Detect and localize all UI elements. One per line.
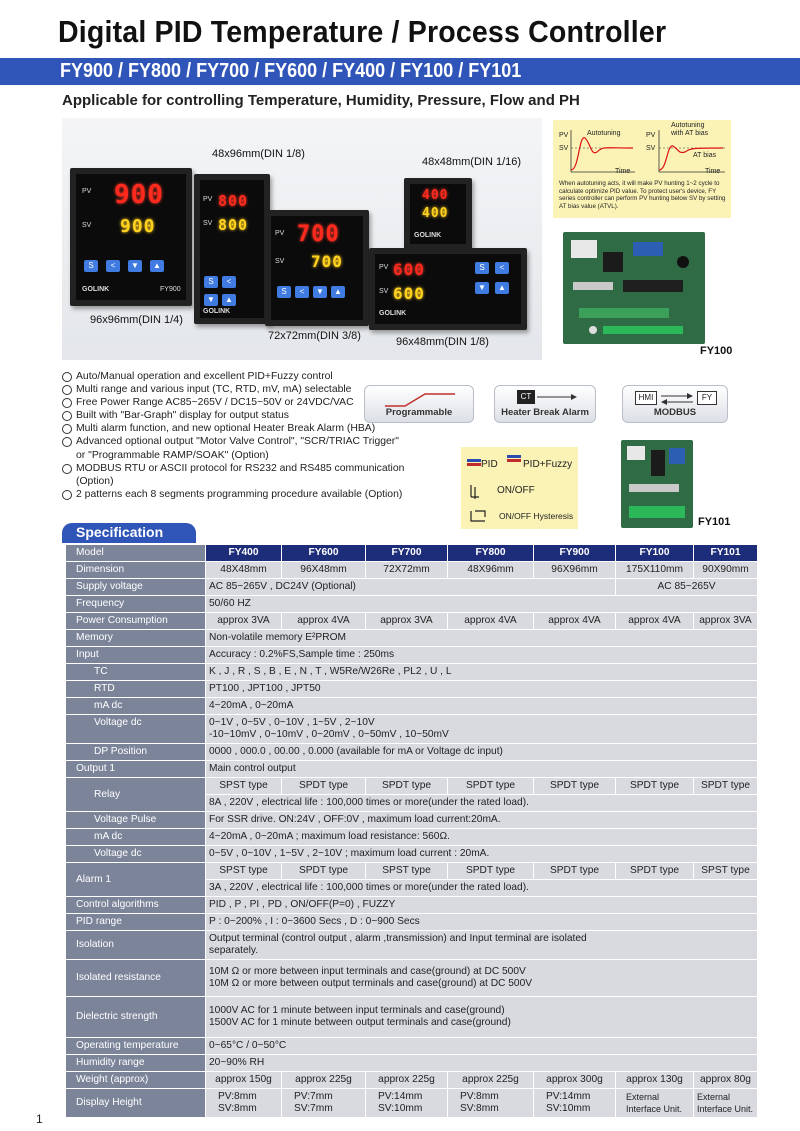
table-cell: SPDT type [694,778,758,795]
table-cell: 175X110mm [616,562,694,579]
table-cell: PID , P , PI , PD , ON/OFF(P=0) , FUZZY [206,897,758,914]
fy101-label: FY101 [698,516,731,528]
feature-item: Multi alarm function, and new optional Heater Break Alarm (HBA) [62,422,442,435]
row-label: TC [66,664,206,681]
table-row [66,1038,758,1055]
up-button[interactable]: ▲ [222,294,236,306]
table-row [66,997,758,1038]
cell-line: SV:7mm [294,1103,333,1114]
model-header: FY900 [534,545,616,562]
cell-line: 10M Ω or more between output terminals and case(ground) at DC 500V [209,978,533,989]
controller-fy800 [194,174,270,324]
fy900-pv-display: 900 [114,180,164,210]
shift-button[interactable]: < [106,260,120,272]
pv-label: PV [379,264,389,271]
row-label: Model [66,545,206,562]
row-label: Relay [66,778,206,812]
sv-label: SV [82,222,92,229]
table-cell [206,960,758,997]
programmable-label: Programmable [385,407,453,418]
cell-line: PV:14mm [378,1091,423,1102]
table-cell: 0~65°C / 0~50°C [206,1038,758,1055]
row-label: Alarm 1 [66,863,206,897]
table-cell: approx 4VA [616,613,694,630]
table-cell: approx 3VA [366,613,448,630]
caption-72x72: 72x72mm(DIN 3/8) [268,330,361,342]
table-row [66,664,758,681]
time-axis-label: Time [705,168,721,175]
fy400-pv-display: 400 [422,188,449,203]
table-cell: approx 3VA [694,613,758,630]
row-label: Memory [66,630,206,647]
table-row [66,914,758,931]
table-cell: SPDT type [282,778,366,795]
cell-line: 10M Ω or more between input terminals and case(ground) at DC 500V [209,966,526,977]
row-label: Humidity range [66,1055,206,1072]
model-header: FY600 [282,545,366,562]
cell-line: 1000V AC for 1 minute between input terminals and case(ground) [209,1005,505,1016]
feature-item: Auto/Manual operation and excellent PID+Fuzzy control [62,370,442,383]
row-label: Display Height [66,1089,206,1118]
table-cell: Non-volatile memory E²PROM [206,630,758,647]
controller-fy400 [404,178,472,250]
table-row [66,545,758,562]
programmable-icon [364,385,474,423]
table-row [66,613,758,630]
model-tag: FY900 [160,286,181,293]
spec-table [65,544,758,1118]
table-row [66,647,758,664]
table-row [66,715,758,744]
table-row [66,931,758,960]
feature-item-continued: or "Programmable RAMP/SOAK" (Option) [76,449,269,461]
brand-logo: GOLINK [379,310,407,317]
table-cell: approx 4VA [448,613,534,630]
table-cell [366,1089,448,1118]
fy700-sv-display: 700 [311,252,343,271]
cell-line: SV:8mm [460,1103,499,1114]
model-banner [0,58,800,85]
down-button[interactable]: ▼ [313,286,327,298]
feature-item: Built with "Bar-Graph" display for output status [62,409,442,422]
table-cell: 72X72mm [366,562,448,579]
controller-fy700 [265,210,369,326]
pid-fuzzy-label: PID+Fuzzy [523,459,573,470]
table-cell: SPDT type [282,863,366,880]
pv-axis-label: PV [646,132,656,139]
pid-label: PID [481,459,498,470]
table-cell: SPDT type [366,778,448,795]
pcb-graphic [563,232,705,344]
table-cell: SPST type [694,863,758,880]
model-list: FY900 / FY800 / FY700 / FY600 / FY400 / FY100 / FY101 [60,60,522,82]
table-cell: 48X96mm [448,562,534,579]
table-cell: approx 130g [616,1072,694,1089]
table-cell: SPDT type [448,778,534,795]
table-cell: approx 300g [534,1072,616,1089]
table-row [66,562,758,579]
pcb-graphic [621,440,693,528]
down-button[interactable]: ▼ [204,294,218,306]
table-cell: P : 0~200% , I : 0~3600 Secs , D : 0~900 Secs [206,914,758,931]
cell-line: External [626,1092,660,1102]
set-button[interactable]: S [84,260,98,272]
fy100-board-image [563,232,705,344]
page-number: 1 [36,1112,43,1126]
cell-line: PV:8mm [460,1091,499,1102]
shift-button[interactable]: < [295,286,309,298]
table-cell: Accuracy : 0.2%FS,Sample time : 250ms [206,647,758,664]
row-label: mA dc [66,698,206,715]
brand-logo: GOLINK [82,286,110,293]
table-cell [206,997,758,1038]
row-label: Isolation [66,931,206,960]
model-header: FY100 [616,545,694,562]
row-label: Voltage dc [66,715,206,744]
autotuning-note: When autotuning acts, it will make PV hunting 1~2 cycle to calculate optimize PID value. To protect user's device, FY series controller can perform PV hunting below SV by setting AT bias value (ATVL). [559,180,726,210]
table-cell [534,1089,616,1118]
table-cell: 4~20mA , 0~20mA ; maximum load resistance: 560Ω. [206,829,758,846]
fy800-sv-display: 800 [218,216,249,234]
table-cell: approx 225g [282,1072,366,1089]
row-label: Operating temperature [66,1038,206,1055]
table-cell: approx 225g [366,1072,448,1089]
pv-axis-label: PV [559,132,569,139]
row-label: Supply voltage [66,579,206,596]
table-row [66,630,758,647]
fy400-sv-display: 400 [422,206,449,221]
page-title: Digital PID Temperature / Process Controller [58,14,667,49]
table-row [66,681,758,698]
cell-line: SV:10mm [546,1103,591,1114]
table-cell: 50/60 HZ [206,596,758,613]
cell-line: 0~1V , 0~5V , 0~10V , 1~5V , 2~10V [209,717,375,728]
row-label: Frequency [66,596,206,613]
table-row [66,829,758,846]
table-cell: 0~5V , 0~10V , 1~5V , 2~10V ; maximum load current : 20mA. [206,846,758,863]
table-row [66,579,758,596]
row-label: RTD [66,681,206,698]
product-photo [62,118,542,360]
table-cell: 20~90% RH [206,1055,758,1072]
row-label: Input [66,647,206,664]
table-row [66,778,758,795]
fy101-board-image [621,440,693,528]
table-row [66,846,758,863]
table-row [66,761,758,778]
table-cell: 0000 , 000.0 , 00.00 , 0.000 (available for mA or Voltage dc input) [206,744,758,761]
brand-logo: GOLINK [203,308,231,315]
model-header: FY101 [694,545,758,562]
table-row [66,897,758,914]
ct-icon: CT [517,390,535,404]
set-button[interactable]: S [204,276,218,288]
table-cell [206,1089,282,1118]
table-cell: SPST type [206,863,282,880]
pv-label: PV [203,196,213,203]
table-row [66,960,758,997]
heater-break-alarm-label: Heater Break Alarm [501,407,589,418]
cell-line: PV:7mm [294,1091,333,1102]
table-cell: 90X90mm [694,562,758,579]
cell-line: External [697,1092,731,1102]
set-button[interactable]: S [277,286,291,298]
cell-line: SV:10mm [378,1103,423,1114]
table-cell: approx 225g [448,1072,534,1089]
sv-label: SV [379,288,389,295]
set-button[interactable]: S [475,262,489,274]
controller-fy900 [70,168,192,306]
caption-48x96: 48x96mm(DIN 1/8) [212,148,305,160]
table-cell: For SSR drive. ON:24V , OFF:0V , maximum load current:20mA. [206,812,758,829]
row-label: Dielectric strength [66,997,206,1038]
table-cell: Main control output [206,761,758,778]
table-cell [282,1089,366,1118]
at-bias-label: AT bias [693,152,717,159]
fy800-pv-display: 800 [218,192,249,210]
onoff-label: ON/OFF [497,485,535,496]
table-cell: SPST type [366,863,448,880]
feature-item: MODBUS RTU or ASCII protocol for RS232 and RS485 communication (Option) [62,462,442,488]
table-cell [694,1089,758,1118]
cell-line: Interface Unit. [626,1104,683,1114]
table-cell [206,715,758,744]
cell-line: 1500V AC for 1 minute between output terminals and case(ground) [209,1017,511,1028]
fy-icon: FY [697,391,717,405]
table-cell: approx 150g [206,1072,282,1089]
feature-item: Advanced optional output "Motor Valve Control", "SCR/TRIAC Trigger" [62,435,442,448]
up-button[interactable]: ▲ [331,286,345,298]
fy600-pv-display: 600 [393,260,425,279]
table-cell [448,1089,534,1118]
row-label: PID range [66,914,206,931]
autotuning-diagram [553,120,731,218]
table-cell: PT100 , JPT100 , JPT50 [206,681,758,698]
table-cell: SPDT type [616,778,694,795]
fy100-label: FY100 [700,345,733,357]
hmi-icon: HMI [635,391,657,405]
model-header: FY400 [206,545,282,562]
table-cell: SPST type [206,778,282,795]
table-cell: 96X48mm [282,562,366,579]
table-cell: SPDT type [534,863,616,880]
table-row [66,812,758,829]
model-header: FY800 [448,545,534,562]
table-cell: 4~20mA , 0~20mA [206,698,758,715]
caption-96x48: 96x48mm(DIN 1/8) [396,336,489,348]
feature-item: 2 patterns each 8 segments programming procedure available (Option) [62,488,442,501]
row-label: Dimension [66,562,206,579]
shift-button[interactable]: < [495,262,509,274]
table-row [66,1089,758,1118]
model-header: FY700 [366,545,448,562]
row-label: Control algorithms [66,897,206,914]
controller-fy600 [369,248,527,330]
table-row [66,596,758,613]
page-subtitle: Applicable for controlling Temperature, Humidity, Pressure, Flow and PH [62,92,580,109]
pv-label: PV [82,188,92,195]
table-cell: approx 4VA [282,613,366,630]
cell-line: -10~10mV , 0~10mV , 0~20mV , 0~50mV , 10~50mV [209,729,449,740]
table-row [66,863,758,880]
row-label: Voltage dc [66,846,206,863]
up-button[interactable]: ▲ [150,260,164,272]
table-row [66,1055,758,1072]
cell-line: Interface Unit. [697,1104,754,1114]
table-cell: Output terminal (control output , alarm ,transmission) and Input terminal are isolated separately. [206,931,758,960]
table-cell: approx 80g [694,1072,758,1089]
down-button[interactable]: ▼ [128,260,142,272]
table-cell: approx 3VA [206,613,282,630]
table-cell: 3A , 220V , electrical life : 100,000 times or more(under the rated load). [206,880,758,897]
sv-label: SV [203,220,213,227]
brand-logo: GOLINK [414,232,442,239]
row-label: Voltage Pulse [66,812,206,829]
table-cell: AC 85~265V [616,579,758,596]
caption-96x96: 96x96mm(DIN 1/4) [90,314,183,326]
table-cell [616,1089,694,1118]
row-label: Isolated resistance [66,960,206,997]
spec-section-title: Specification [62,523,196,543]
autotuning-label: Autotuning [587,130,621,137]
table-cell: AC 85~265V , DC24V (Optional) [206,579,616,596]
caption-48x48: 48x48mm(DIN 1/16) [422,156,522,168]
row-label: mA dc [66,829,206,846]
sv-axis-label: SV [559,145,569,152]
table-cell: SPDT type [616,863,694,880]
cell-line: PV:8mm [218,1091,257,1102]
fy700-pv-display: 700 [297,222,340,247]
down-button[interactable]: ▼ [475,282,489,294]
row-label: Weight (approx) [66,1072,206,1089]
autotuning-bias-label: Autotuning with AT bias [671,122,709,137]
shift-button[interactable]: < [222,276,236,288]
time-axis-label: Time [615,168,631,175]
table-cell: SPDT type [534,778,616,795]
table-cell: 96X96mm [534,562,616,579]
table-cell: approx 4VA [534,613,616,630]
modbus-label: MODBUS [653,407,697,418]
feature-item: Multi range and various input (TC, RTD, mV, mA) selectable [62,383,442,396]
heater-break-alarm-icon [494,385,596,423]
up-button[interactable]: ▲ [495,282,509,294]
table-cell: 8A , 220V , electrical life : 100,000 times or more(under the rated load). [206,795,758,812]
pv-label: PV [275,230,285,237]
modbus-icon [622,385,728,423]
fy600-sv-display: 600 [393,284,425,303]
table-cell: SPDT type [448,863,534,880]
cell-line: PV:14mm [546,1091,591,1102]
sv-label: SV [275,258,285,265]
cell-line: SV:8mm [218,1103,257,1114]
table-cell: K , J , R , S , B , E , N , T , W5Re/W26Re , PL2 , U , L [206,664,758,681]
row-label: Power Consumption [66,613,206,630]
row-label: Output 1 [66,761,206,778]
row-label: DP Position [66,744,206,761]
table-cell: 48X48mm [206,562,282,579]
table-row [66,744,758,761]
control-modes-box [461,447,578,529]
table-row [66,1072,758,1089]
fy900-sv-display: 900 [120,216,156,237]
sv-axis-label: SV [646,145,656,152]
feature-item: Free Power Range AC85~265V / DC15~50V or 24VDC/VAC [62,396,442,409]
table-row [66,698,758,715]
onoff-hysteresis-label: ON/OFF Hysteresis [499,511,574,521]
